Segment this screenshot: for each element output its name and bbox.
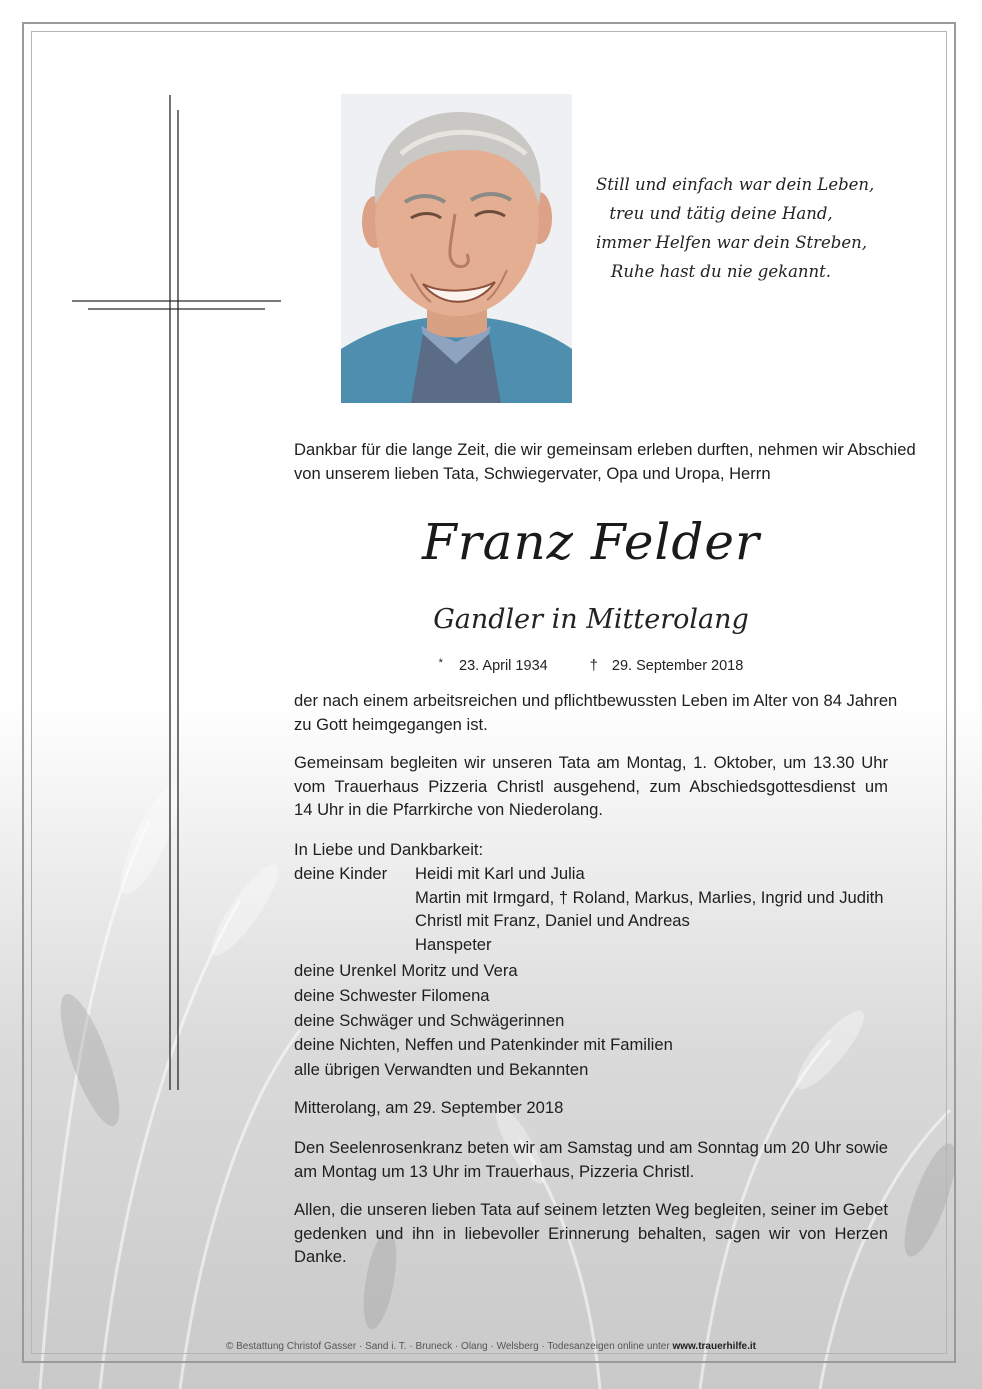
rosary-line: am Montag um 13 Uhr im Trauerhaus, Pizzeria Christl. [294, 1161, 695, 1181]
funeral-line: Gemeinsam begleiten wir unseren Tata am Montag, 1. Oktober, um 13.30 Uhr [294, 753, 888, 772]
poem-line: treu und tätig deine Hand, [609, 204, 833, 223]
footer-url[interactable]: www.trauerhilfe.it [672, 1341, 756, 1352]
passing-line: der nach einem arbeitsreichen und pflichtbewussten Leben im Alter von 84 Jahren [294, 691, 898, 710]
nieces-entry: deine Nichten, Neffen und Patenkinder mit Familien [294, 1035, 673, 1055]
child-entry: Heidi mit Karl und Julia [415, 863, 585, 883]
funeral-line: 14 Uhr in die Pfarrkirche von Niederolang. [294, 800, 603, 819]
place-date [294, 1096, 888, 1120]
death-date: 29. September 2018 [611, 658, 744, 674]
life-dates [294, 653, 888, 676]
thanks-line: gedenken und ihn in liebevoller Erinnerung behalten, sagen wir von Herzen [294, 1223, 888, 1243]
portrait-photo [341, 94, 572, 403]
poem-line: Ruhe hast du nie gekannt. [610, 262, 832, 281]
intro-paragraph [294, 438, 916, 485]
passing-line: zu Gott heimgegangen ist. [294, 714, 488, 734]
survivors-list [294, 838, 888, 1082]
grandchildren-entry: Moritz und Vera [401, 960, 518, 980]
rosary-line: Den Seelenrosenkranz beten wir am Samstag und am Sonntag um 20 Uhr sowie [294, 1138, 889, 1157]
others-entry: alle übrigen Verwandten und Bekannten [294, 1060, 589, 1080]
poem-line: immer Helfen war dein Streben, [596, 233, 867, 252]
child-entry: Martin mit Irmgard, † Roland, Markus, Marlies, Ingrid und Judith [415, 887, 884, 907]
rosary-paragraph [294, 1136, 888, 1183]
children-label: deine Kinder [294, 863, 388, 883]
poem-line: Still und einfach war dein Leben, [596, 175, 875, 194]
footer-text: © Bestattung Christof Gasser · Sand i. T. · Bruneck · Olang · Welsberg · Todesanzeigen online unter [225, 1341, 670, 1352]
birth-date: 23. April 1934 [459, 658, 548, 674]
sister-entry: deine Schwester Filomena [294, 985, 490, 1005]
grandchildren-label: deine Urenkel [294, 960, 397, 980]
thanks-paragraph [294, 1198, 888, 1269]
passing-paragraph [294, 689, 898, 736]
intro-line: von unserem lieben Tata, Schwiegervater, Opa und Uropa, Herrn [294, 463, 771, 483]
child-entry: Christl mit Franz, Daniel und Andreas [415, 911, 690, 931]
deceased-subtitle: Gandler in Mitterolang [433, 604, 749, 635]
inlaws-entry: deine Schwäger und Schwägerinnen [294, 1010, 565, 1030]
funeral-line: vom Trauerhaus Pizzeria Christl ausgehend, zum Abschiedsgottesdienst um [294, 776, 888, 796]
place-date-text: Mitterolang, am 29. September 2018 [294, 1098, 564, 1117]
intro-line: Dankbar für die lange Zeit, die wir gemeinsam erleben durften, nehmen wir Abschied [294, 440, 916, 459]
funeral-paragraph [294, 751, 888, 822]
cross-icon [60, 95, 290, 1095]
thanks-line: Allen, die unseren lieben Tata auf seinem letzten Weg begleiten, seiner im Gebet [294, 1200, 888, 1219]
death-symbol: † [589, 658, 598, 674]
birth-symbol: * [438, 657, 443, 669]
survivors-heading: In Liebe und Dankbarkeit: [294, 840, 484, 859]
thanks-line: Danke. [294, 1247, 347, 1266]
child-entry: Hanspeter [415, 935, 492, 955]
deceased-name: Franz Felder [422, 513, 760, 571]
poem [596, 170, 875, 286]
footer [0, 1340, 982, 1354]
